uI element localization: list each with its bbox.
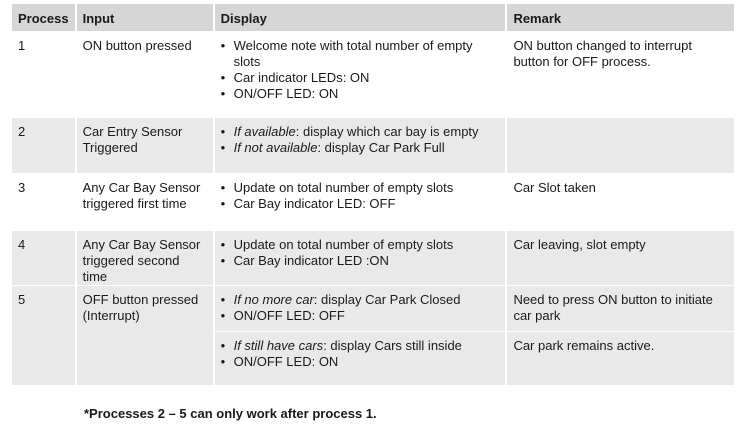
header-input: Input bbox=[75, 4, 213, 32]
display-cell bbox=[213, 231, 506, 286]
display-item: • Update on total number of empty slots bbox=[221, 237, 500, 253]
display-item: • Update on total number of empty slots bbox=[221, 180, 500, 196]
display-cell bbox=[213, 332, 506, 386]
remark-cell: ON button changed to interrupt button for OFF process. bbox=[505, 32, 734, 118]
table-header-row bbox=[12, 4, 734, 32]
display-cell bbox=[213, 118, 506, 174]
display-list bbox=[221, 292, 500, 324]
remark-cell: Car park remains active. bbox=[505, 332, 734, 386]
process-number: 2 bbox=[12, 118, 75, 174]
display-item: • ON/OFF LED: ON bbox=[221, 354, 500, 370]
process-number: 3 bbox=[12, 174, 75, 231]
display-cell bbox=[213, 32, 506, 118]
display-item: • If available: display which car bay is empty bbox=[221, 124, 500, 140]
header-display: Display bbox=[213, 4, 506, 32]
process-number: 5 bbox=[12, 286, 75, 386]
table-row bbox=[12, 118, 734, 174]
display-list bbox=[221, 338, 500, 370]
input-cell: Any Car Bay Sensor triggered first time bbox=[75, 174, 213, 231]
display-item: • If not available: display Car Park Full bbox=[221, 140, 500, 156]
display-list bbox=[221, 180, 500, 212]
display-item: • Car indicator LEDs: ON bbox=[221, 70, 500, 86]
input-cell: ON button pressed bbox=[75, 32, 213, 118]
display-item: • Welcome note with total number of empty slots bbox=[221, 38, 500, 70]
display-list bbox=[221, 38, 500, 102]
table-row bbox=[12, 231, 734, 286]
remark-cell bbox=[505, 118, 734, 174]
display-item: • Car Bay indicator LED: OFF bbox=[221, 196, 500, 212]
display-item: • ON/OFF LED: ON bbox=[221, 86, 500, 102]
display-item: • If still have cars: display Cars still inside bbox=[221, 338, 500, 354]
process-number: 1 bbox=[12, 32, 75, 118]
remark-cell: Need to press ON button to initiate car park bbox=[505, 286, 734, 332]
display-item: • Car Bay indicator LED :ON bbox=[221, 253, 500, 269]
process-number: 4 bbox=[12, 231, 75, 286]
header-remark: Remark bbox=[505, 4, 734, 32]
input-cell: OFF button pressed (Interrupt) bbox=[75, 286, 213, 386]
table-row bbox=[12, 32, 734, 118]
remark-cell: Car leaving, slot empty bbox=[505, 231, 734, 286]
display-list bbox=[221, 124, 500, 156]
remark-cell: Car Slot taken bbox=[505, 174, 734, 231]
display-item: • If no more car: display Car Park Closed bbox=[221, 292, 500, 308]
header-process: Process bbox=[12, 4, 75, 32]
display-item: • ON/OFF LED: OFF bbox=[221, 308, 500, 324]
input-cell: Any Car Bay Sensor triggered second time bbox=[75, 231, 213, 286]
input-cell: Car Entry Sensor Triggered bbox=[75, 118, 213, 174]
process-table bbox=[12, 4, 734, 386]
display-cell bbox=[213, 286, 506, 332]
footnote: *Processes 2 – 5 can only work after process 1. bbox=[84, 406, 377, 421]
display-cell bbox=[213, 174, 506, 231]
display-list bbox=[221, 237, 500, 269]
table-row bbox=[12, 174, 734, 231]
table-row bbox=[12, 286, 734, 332]
